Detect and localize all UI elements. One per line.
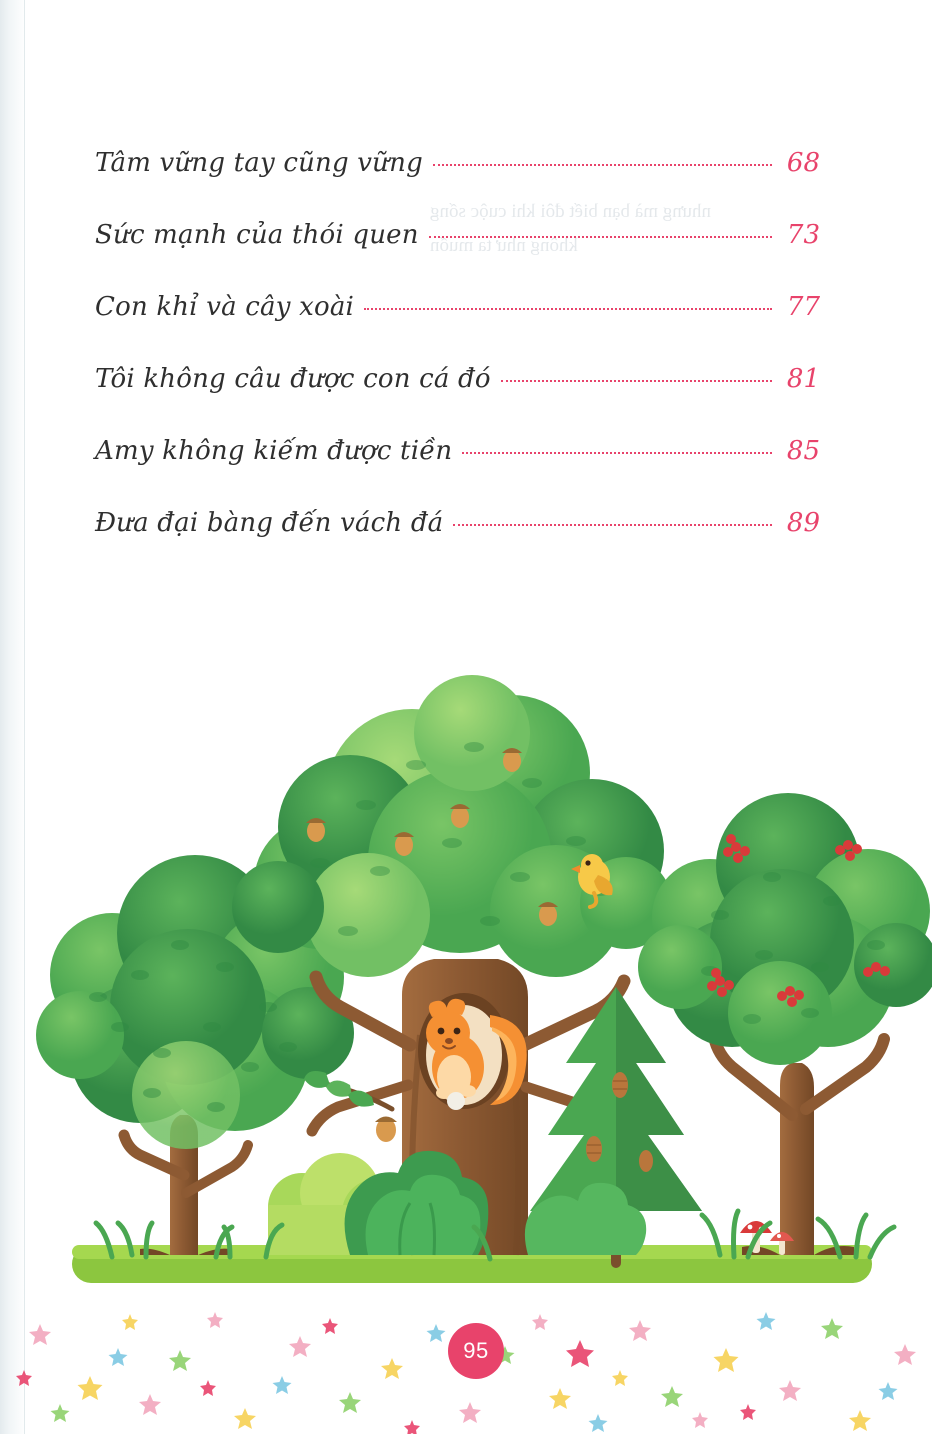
forest-illustration [20,615,932,1315]
toc-entry[interactable] [95,292,820,364]
toc-leader-dots [462,451,772,454]
toc-entry-title: Sức mạnh của thói quen [95,220,419,250]
toc-entry-title: Amy không kiếm được tiền [95,436,453,466]
toc-entry-page: 81 [786,364,820,394]
toc-entry-page: 85 [786,436,820,466]
toc-entry[interactable] [95,364,820,436]
toc-entry-page: 68 [786,148,820,178]
toc-entry-title: Tôi không câu được con cá đó [95,364,491,394]
page-number-badge: 95 [448,1323,504,1379]
toc-leader-dots [433,163,772,166]
toc-entry-title: Tâm vững tay cũng vững [95,148,423,178]
show-through-text: nhưng mà bạn biết đôi khi cuộc sống không như ta muốn [430,201,712,256]
toc-entry-page: 89 [786,508,820,538]
toc-leader-dots [453,523,772,526]
toc-leader-dots [429,235,772,238]
toc-entry-title: Con khỉ và cây xoài [95,292,355,322]
toc-entry[interactable] [95,508,820,580]
toc-entry-title: Đưa đại bàng đến vách đá [95,508,444,538]
toc-entry[interactable] [95,436,820,508]
toc-entry[interactable] [95,220,820,292]
table-of-contents [95,148,820,580]
toc-entry[interactable] [95,148,820,220]
toc-entry-page: 77 [786,292,820,322]
toc-entry-page: 73 [786,220,820,250]
toc-leader-dots [364,307,772,310]
toc-leader-dots [501,379,772,382]
